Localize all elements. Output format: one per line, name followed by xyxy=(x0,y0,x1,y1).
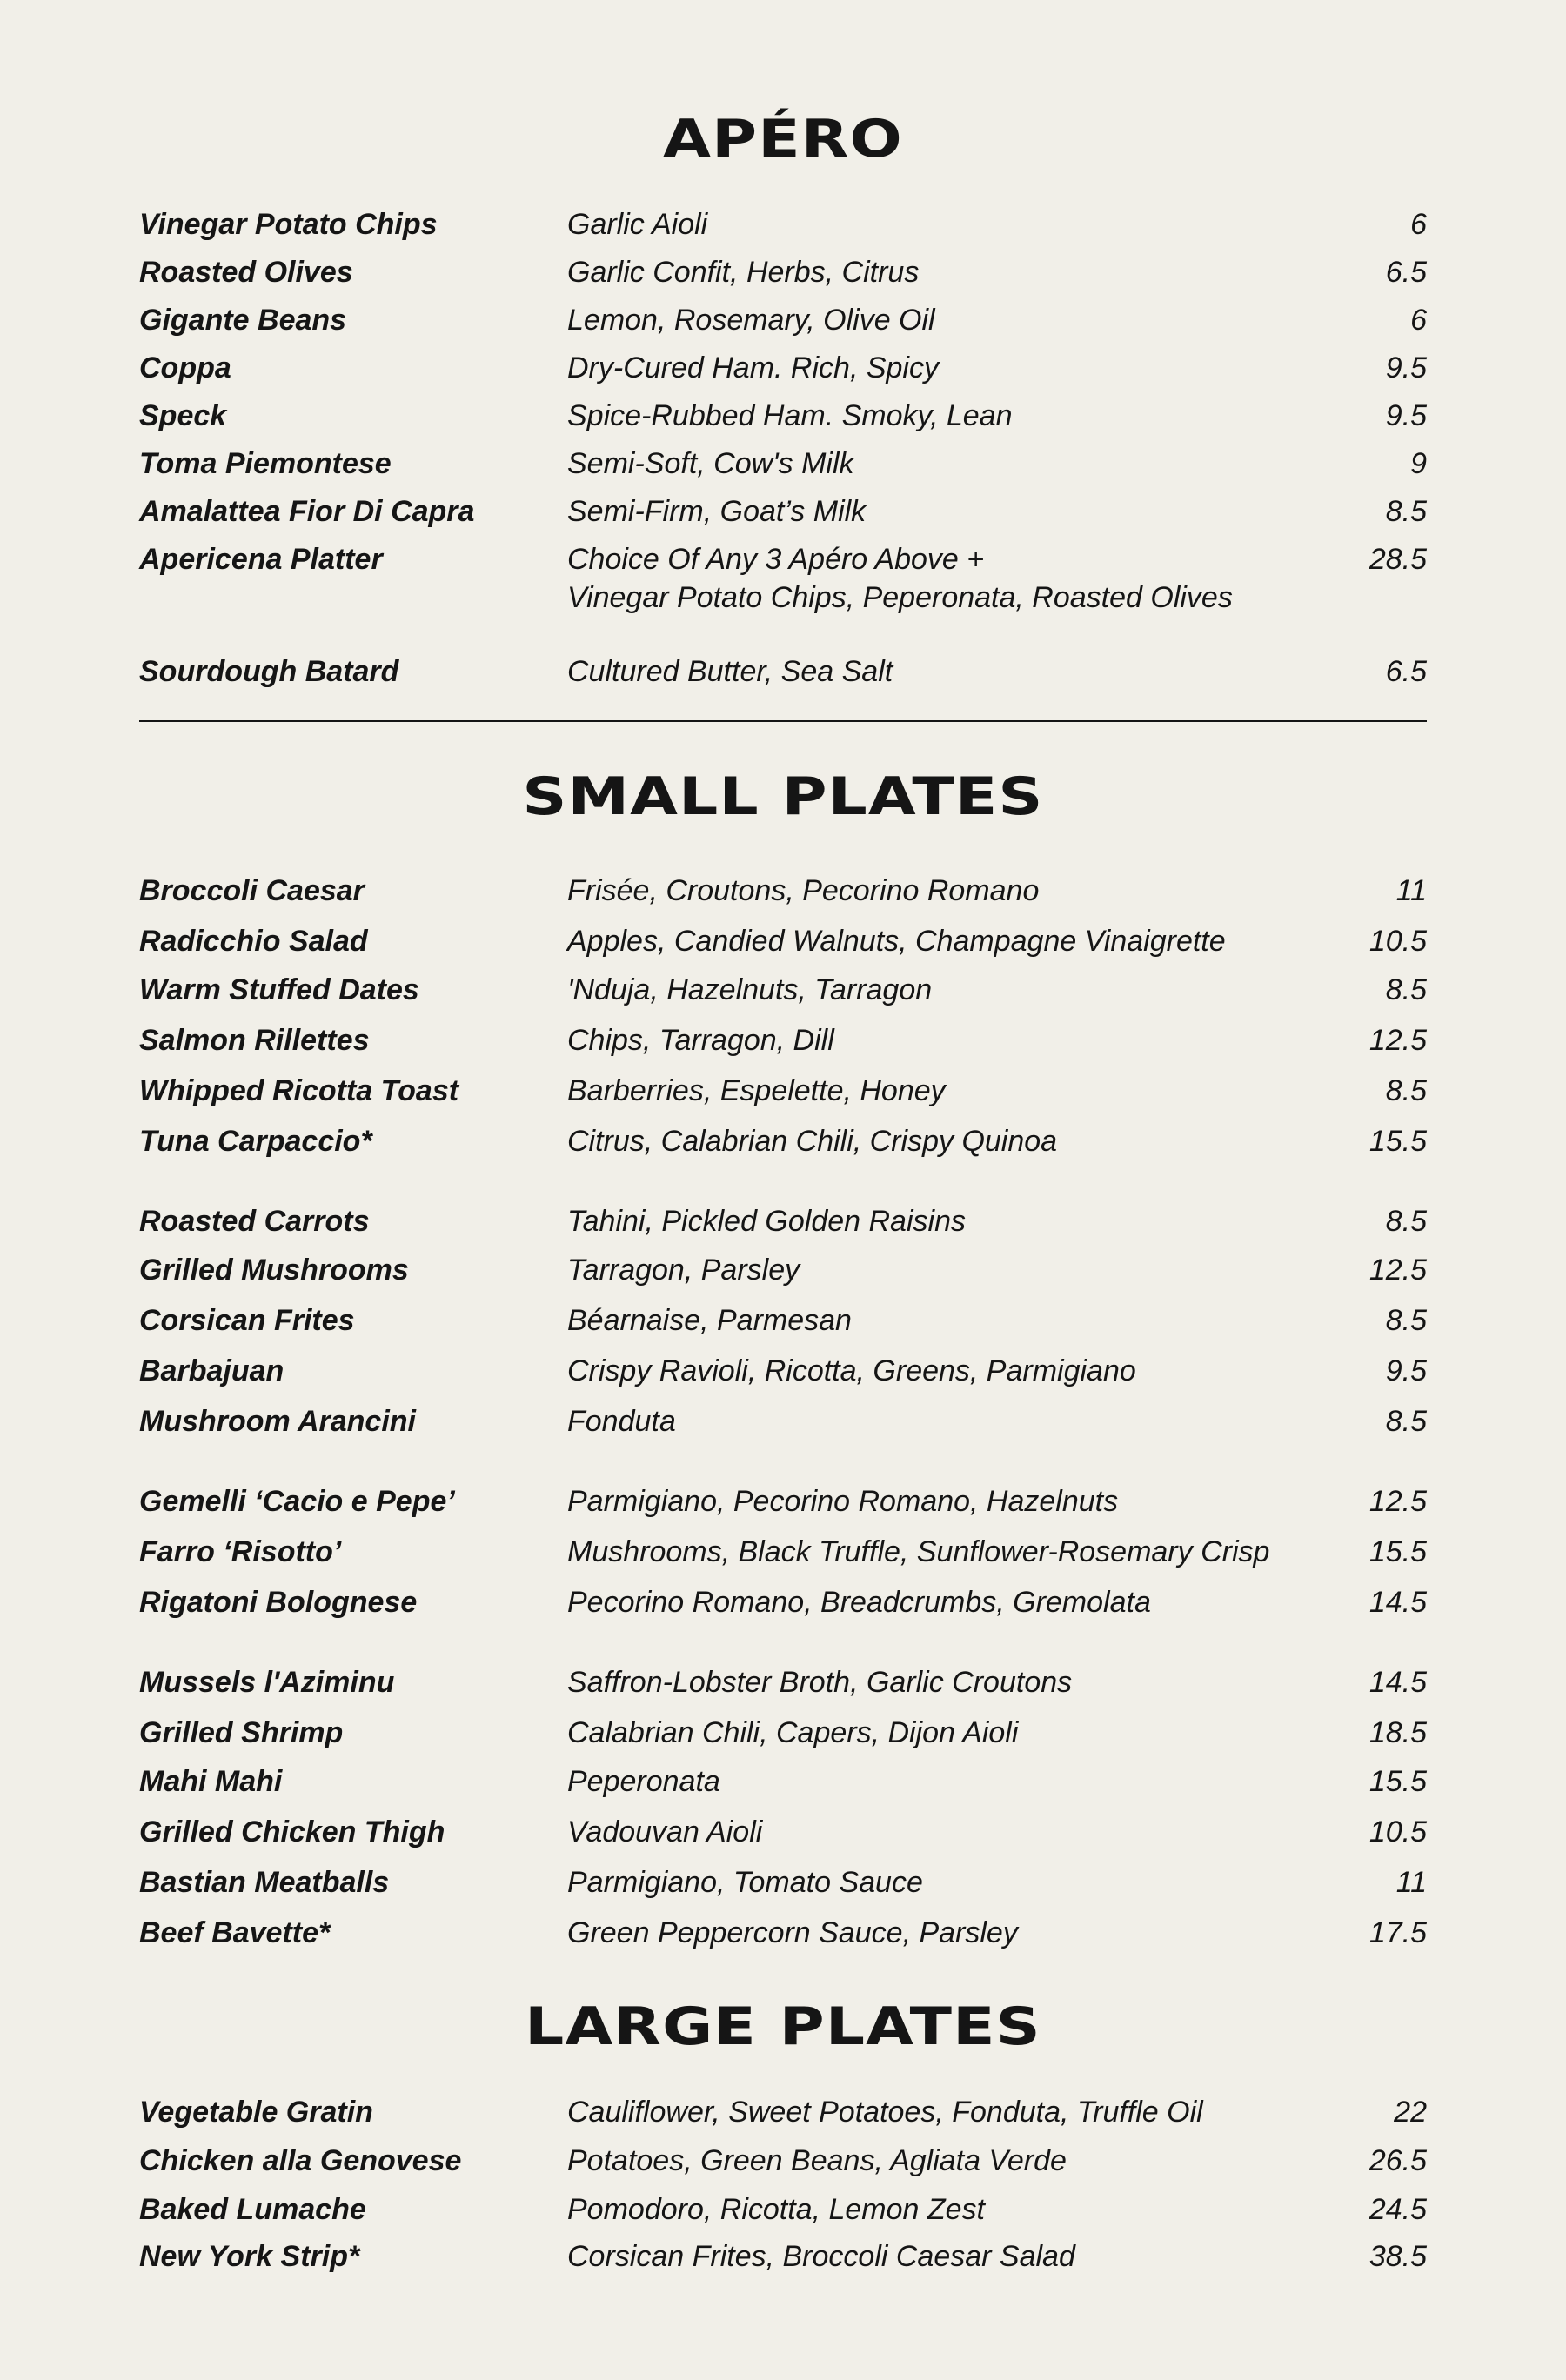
menu-item xyxy=(139,1202,1427,1246)
menu-item xyxy=(139,205,1427,249)
item-description: Pomodoro, Ricotta, Lemon Zest xyxy=(567,2193,986,2226)
item-name: Salmon Rillettes xyxy=(139,1024,370,1057)
section-title-apero: APÉRO xyxy=(663,109,903,170)
menu-item xyxy=(139,2093,1427,2136)
item-price: 14.5 xyxy=(1369,1666,1427,1699)
item-price: 38.5 xyxy=(1369,2240,1427,2273)
item-name: Grilled Mushrooms xyxy=(139,1254,409,1287)
menu-item xyxy=(139,540,1427,624)
menu-item xyxy=(139,349,1427,392)
menu-item xyxy=(139,971,1427,1014)
item-description: Béarnaise, Parmesan xyxy=(567,1304,852,1337)
item-price: 14.5 xyxy=(1369,1586,1427,1619)
item-name: Gigante Beans xyxy=(139,304,347,337)
item-description: Parmigiano, Pecorino Romano, Hazelnuts xyxy=(567,1485,1119,1518)
item-description: Parmigiano, Tomato Sauce xyxy=(567,1866,923,1899)
item-price: 24.5 xyxy=(1369,2193,1427,2226)
menu-item xyxy=(139,1402,1427,1446)
item-name: Baked Lumache xyxy=(139,2193,366,2226)
item-description: Barberries, Espelette, Honey xyxy=(567,1074,946,1107)
item-price: 11 xyxy=(1395,1866,1427,1899)
item-name: Radicchio Salad xyxy=(139,925,368,958)
item-description: Peperonata xyxy=(567,1765,720,1798)
item-description: Pecorino Romano, Breadcrumbs, Gremolata xyxy=(567,1586,1151,1619)
item-name: Farro ‘Risotto’ xyxy=(139,1535,342,1568)
item-name: Rigatoni Bolognese xyxy=(139,1586,418,1619)
item-description: Fonduta xyxy=(567,1405,676,1438)
item-price: 8.5 xyxy=(1385,973,1427,1006)
item-name: Mushroom Arancini xyxy=(139,1405,416,1438)
item-price: 11 xyxy=(1395,874,1427,907)
item-description: Tahini, Pickled Golden Raisins xyxy=(567,1205,966,1238)
item-description: Garlic Confit, Herbs, Citrus xyxy=(567,256,920,289)
item-name: Bastian Meatballs xyxy=(139,1866,390,1899)
item-name: Chicken alla Genovese xyxy=(139,2144,462,2177)
item-name: Gemelli ‘Cacio e Pepe’ xyxy=(139,1485,455,1518)
item-description: Citrus, Calabrian Chili, Crispy Quinoa xyxy=(567,1125,1058,1158)
menu-item xyxy=(139,1583,1427,1627)
menu-item xyxy=(139,1813,1427,1856)
item-price: 26.5 xyxy=(1369,2144,1427,2177)
menu-item xyxy=(139,1482,1427,1526)
menu-item xyxy=(139,1762,1427,1806)
item-price: 9.5 xyxy=(1385,351,1427,384)
item-price: 8.5 xyxy=(1385,1405,1427,1438)
section-divider xyxy=(139,720,1427,722)
menu-item xyxy=(139,1663,1427,1707)
item-name: Tuna Carpaccio* xyxy=(139,1125,372,1158)
menu-item xyxy=(139,1863,1427,1907)
item-price: 6.5 xyxy=(1385,256,1427,289)
item-price: 12.5 xyxy=(1369,1254,1427,1287)
item-price: 8.5 xyxy=(1385,1205,1427,1238)
item-price: 15.5 xyxy=(1369,1125,1427,1158)
item-name: Barbajuan xyxy=(139,1354,284,1387)
item-price: 6 xyxy=(1410,304,1427,337)
item-name: Vegetable Gratin xyxy=(139,2096,373,2129)
item-name: Mussels l'Aziminu xyxy=(139,1666,395,1699)
menu-item xyxy=(139,2237,1427,2281)
item-name: Sourdough Batard xyxy=(139,655,399,688)
item-description: Tarragon, Parsley xyxy=(567,1254,800,1287)
item-price: 28.5 xyxy=(1369,543,1427,576)
section-title-large-plates: LARGE PLATES xyxy=(525,1996,1041,2057)
item-description: Corsican Frites, Broccoli Caesar Salad xyxy=(567,2240,1075,2273)
item-description: Dry-Cured Ham. Rich, Spicy xyxy=(567,351,939,384)
menu-item xyxy=(139,1533,1427,1576)
item-description: Saffron-Lobster Broth, Garlic Croutons xyxy=(567,1666,1073,1699)
item-price: 10.5 xyxy=(1369,1815,1427,1849)
item-description: Garlic Aioli xyxy=(567,208,708,241)
menu-item xyxy=(139,2142,1427,2185)
menu-item xyxy=(139,1352,1427,1395)
item-name: Whipped Ricotta Toast xyxy=(139,1074,459,1107)
item-name: Broccoli Caesar xyxy=(139,874,365,907)
item-description: Calabrian Chili, Capers, Dijon Aioli xyxy=(567,1716,1019,1749)
item-name: Speck xyxy=(139,399,227,432)
item-description xyxy=(567,540,1233,617)
item-price: 8.5 xyxy=(1385,1304,1427,1337)
item-name: Roasted Olives xyxy=(139,256,353,289)
menu-item xyxy=(139,1122,1427,1166)
menu-item xyxy=(139,2190,1427,2234)
item-price: 22 xyxy=(1394,2096,1427,2129)
menu-item xyxy=(139,301,1427,344)
item-description: Vadouvan Aioli xyxy=(567,1815,763,1849)
item-price: 17.5 xyxy=(1369,1916,1427,1949)
menu-item xyxy=(139,1301,1427,1345)
item-name: Grilled Shrimp xyxy=(139,1716,344,1749)
item-price: 12.5 xyxy=(1369,1485,1427,1518)
item-price: 6 xyxy=(1410,208,1427,241)
item-price: 15.5 xyxy=(1369,1765,1427,1798)
item-name: Toma Piemontese xyxy=(139,447,392,480)
item-price: 9.5 xyxy=(1385,1354,1427,1387)
item-price: 15.5 xyxy=(1369,1535,1427,1568)
item-description: Lemon, Rosemary, Olive Oil xyxy=(567,304,935,337)
item-price: 8.5 xyxy=(1385,495,1427,528)
menu-item xyxy=(139,872,1427,915)
item-description: Cultured Butter, Sea Salt xyxy=(567,655,893,688)
item-name: Vinegar Potato Chips xyxy=(139,208,438,241)
item-description: Spice-Rubbed Ham. Smoky, Lean xyxy=(567,399,1013,432)
item-price: 8.5 xyxy=(1385,1074,1427,1107)
menu-item xyxy=(139,1072,1427,1115)
section-title-small-plates: SMALL PLATES xyxy=(522,766,1044,827)
item-description: Chips, Tarragon, Dill xyxy=(567,1024,834,1057)
item-name: Roasted Carrots xyxy=(139,1205,370,1238)
item-description-line: Choice Of Any 3 Apéro Above + xyxy=(567,543,985,576)
item-description: Cauliflower, Sweet Potatoes, Fonduta, Truffle Oil xyxy=(567,2096,1203,2129)
menu-item xyxy=(139,652,1427,696)
item-name: Coppa xyxy=(139,351,231,384)
item-name: New York Strip* xyxy=(139,2240,360,2273)
menu-item xyxy=(139,445,1427,488)
item-name: Apericena Platter xyxy=(139,543,383,576)
item-price: 9.5 xyxy=(1385,399,1427,432)
menu-item xyxy=(139,1251,1427,1294)
item-description: Semi-Soft, Cow's Milk xyxy=(567,447,854,480)
item-price: 12.5 xyxy=(1369,1024,1427,1057)
item-description-line: Vinegar Potato Chips, Peperonata, Roasted Olives xyxy=(567,581,1233,614)
menu-item xyxy=(139,1021,1427,1065)
item-description: Frisée, Croutons, Pecorino Romano xyxy=(567,874,1040,907)
item-name: Grilled Chicken Thigh xyxy=(139,1815,445,1849)
item-description: Semi-Firm, Goat’s Milk xyxy=(567,495,867,528)
item-description: Green Peppercorn Sauce, Parsley xyxy=(567,1916,1018,1949)
item-description: Apples, Candied Walnuts, Champagne Vinaigrette xyxy=(567,925,1226,958)
item-description: Crispy Ravioli, Ricotta, Greens, Parmigiano xyxy=(567,1354,1136,1387)
item-name: Amalattea Fior Di Capra xyxy=(139,495,475,528)
item-price: 6.5 xyxy=(1385,655,1427,688)
item-description: Mushrooms, Black Truffle, Sunflower-Rosemary Crisp xyxy=(567,1535,1270,1568)
menu-item xyxy=(139,253,1427,297)
item-price: 10.5 xyxy=(1369,925,1427,958)
item-name: Warm Stuffed Dates xyxy=(139,973,419,1006)
item-price: 9 xyxy=(1410,447,1427,480)
item-name: Corsican Frites xyxy=(139,1304,355,1337)
menu-item xyxy=(139,1714,1427,1757)
menu-item xyxy=(139,397,1427,440)
item-name: Mahi Mahi xyxy=(139,1765,283,1798)
menu-item xyxy=(139,492,1427,536)
item-description: Potatoes, Green Beans, Agliata Verde xyxy=(567,2144,1067,2177)
item-description: 'Nduja, Hazelnuts, Tarragon xyxy=(567,973,933,1006)
menu-item xyxy=(139,922,1427,966)
item-price: 18.5 xyxy=(1369,1716,1427,1749)
item-name: Beef Bavette* xyxy=(139,1916,331,1949)
menu-item xyxy=(139,1914,1427,1957)
